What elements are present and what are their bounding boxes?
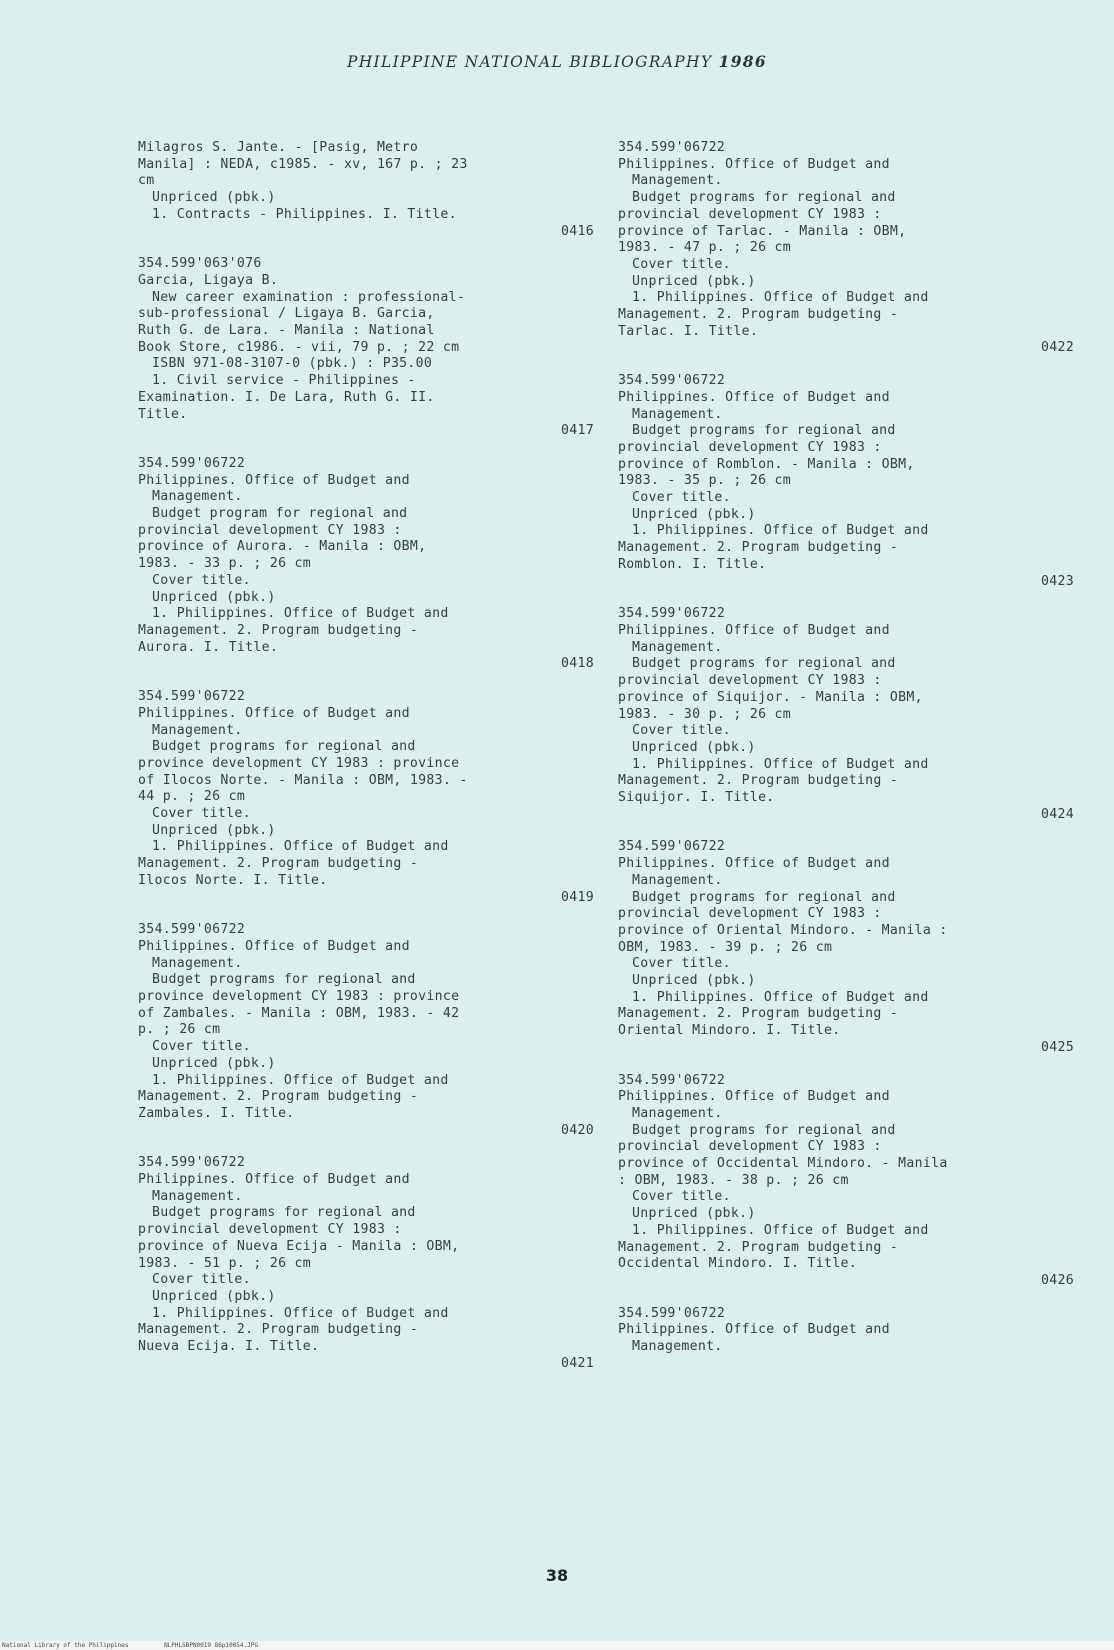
entry-line: Management. [632, 406, 723, 422]
entry-line: 354.599'06722 [138, 455, 246, 471]
page-number: 38 [545, 1566, 569, 1585]
entry-line: Unpriced (pbk.) [632, 739, 756, 755]
entry-line: provincial development CY 1983 : [618, 206, 882, 222]
entry-line: Budget programs for regional and [152, 1205, 416, 1221]
entry-number: 0417 [561, 423, 594, 439]
entry-line: Cover title. [632, 490, 731, 506]
entry-line: Ruth G. de Lara. - Manila : National [138, 323, 435, 339]
entry-line: 1. Contracts - Philippines. I. Title. [152, 206, 457, 222]
entry-line: Management. [152, 722, 243, 738]
catalog-entry [138, 140, 598, 240]
entry-line: Budget programs for regional and [632, 656, 896, 672]
entry-line: Unpriced (pbk.) [152, 589, 276, 605]
entry-line: 354.599'06722 [138, 689, 246, 705]
entry-line: 1. Philippines. Office of Budget and [152, 1072, 449, 1088]
entry-line: of Zambales. - Manila : OBM, 1983. - 42 [138, 1005, 460, 1021]
entry-line: Philippines. Office of Budget and [618, 856, 890, 872]
entry-line: 354.599'063'076 [138, 256, 262, 272]
left-column [138, 140, 598, 1389]
entry-line: Unpriced (pbk.) [152, 1289, 276, 1304]
entry-number: 0425 [1041, 1039, 1074, 1055]
entry-line: Cover title. [632, 1189, 731, 1205]
entry-line: 1. Philippines. Office of Budget and [632, 989, 929, 1005]
entry-line: Unpriced (pbk.) [152, 822, 276, 838]
right-column [618, 140, 1078, 1372]
entry-line: : OBM, 1983. - 38 p. ; 26 cm [618, 1172, 849, 1188]
footer-file: NLPHLSBPN0019 86p10054.JPG [164, 1642, 258, 1649]
entry-line: province of Occidental Mindoro. - Manila [618, 1156, 948, 1172]
entry-line: 1983. - 33 p. ; 26 cm [138, 556, 312, 572]
entry-line: provincial development CY 1983 : [618, 906, 882, 922]
catalog-entry [138, 689, 598, 906]
entry-line: Management. 2. Program budgeting - [618, 1239, 899, 1255]
entry-number: 0416 [561, 223, 594, 239]
entry-line: 1. Philippines. Office of Budget and [152, 606, 449, 622]
entry-line: p. ; 26 cm [138, 1022, 221, 1038]
entry-line: Management. 2. Program budgeting - [618, 773, 899, 789]
entry-line: 1. Philippines. Office of Budget and [632, 290, 929, 306]
entry-number: 0420 [561, 1122, 594, 1138]
entry-line: Cover title. [152, 572, 251, 588]
entry-line: Management. 2. Program budgeting - [138, 622, 419, 638]
entry-line: provincial development CY 1983 : [618, 1139, 882, 1155]
entry-line: province of Oriental Mindoro. - Manila : [618, 922, 948, 938]
entry-line: 354.599'06722 [618, 606, 726, 622]
entry-line: Philippines. Office of Budget and [618, 389, 890, 405]
entry-line: Cover title. [152, 806, 251, 822]
entry-line: Management. [632, 1339, 723, 1355]
entry-line: 354.599'06722 [138, 1155, 246, 1171]
entry-line: province of Aurora. - Manila : OBM, [138, 539, 427, 555]
entry-line: Budget programs for regional and [632, 423, 896, 439]
entry-line: Unpriced (pbk.) [632, 506, 756, 522]
header-year: 1986 [718, 52, 767, 71]
catalog-entry [138, 922, 598, 1139]
entry-number: 0426 [1041, 1273, 1074, 1288]
entry-line: Budget programs for regional and [632, 190, 896, 206]
entry-line: Philippines. Office of Budget and [138, 938, 410, 954]
entry-line: Management. [152, 1188, 243, 1204]
entry-number: 0423 [1041, 573, 1074, 589]
catalog-entry [138, 1155, 598, 1372]
entry-line: province development CY 1983 : province [138, 755, 460, 771]
entry-line: New career examination : professional- [152, 289, 466, 305]
entry-line: 354.599'06722 [618, 1305, 726, 1321]
entry-line: Unpriced (pbk.) [632, 1206, 756, 1222]
catalog-entry [618, 839, 1078, 1056]
entry-line: 354.599'06722 [138, 922, 246, 938]
entry-line: cm [138, 173, 155, 189]
entry-line: Management. [152, 955, 243, 971]
entry-line: province of Tarlac. - Manila : OBM, [618, 223, 907, 239]
entry-line: 44 p. ; 26 cm [138, 789, 246, 805]
entry-line: Cover title. [152, 1039, 251, 1055]
catalog-entry [618, 140, 1078, 357]
entry-line: Budget program for regional and [152, 506, 408, 522]
entry-line: Management. 2. Program budgeting - [618, 307, 899, 323]
entry-line: Philippines. Office of Budget and [138, 1172, 410, 1188]
scan-footer [0, 1641, 1114, 1650]
entry-line: Occidental Mindoro. I. Title. [618, 1256, 857, 1272]
entry-line: 1983. - 51 p. ; 26 cm [138, 1255, 312, 1271]
entry-line: province of Romblon. - Manila : OBM, [618, 456, 915, 472]
entry-line: Nueva Ecija. I. Title. [138, 1339, 320, 1355]
catalog-entry [618, 373, 1078, 590]
entry-line: 1. Philippines. Office of Budget and [152, 1305, 449, 1321]
entry-line: Cover title. [632, 256, 731, 272]
entry-line: province of Nueva Ecija - Manila : OBM, [138, 1238, 460, 1254]
entry-line: OBM, 1983. - 39 p. ; 26 cm [618, 939, 833, 955]
entry-line: Management. 2. Program budgeting - [138, 1322, 419, 1338]
entry-number: 0422 [1041, 340, 1074, 356]
entry-number: 0419 [561, 889, 594, 905]
entry-line: Management. 2. Program budgeting - [138, 856, 419, 872]
entry-line: Zambales. I. Title. [138, 1105, 295, 1121]
entry-line: Siquijor. I. Title. [618, 790, 775, 806]
entry-line: 354.599'06722 [618, 839, 726, 855]
entry-line: sub-professional / Ligaya B. Garcia, [138, 306, 435, 322]
entry-line: 354.599'06722 [618, 140, 726, 155]
catalog-entry [618, 1073, 1078, 1290]
entry-line: Cover title. [152, 1272, 251, 1288]
entry-line: Oriental Mindoro. I. Title. [618, 1023, 841, 1039]
entry-line: Philippines. Office of Budget and [618, 1322, 890, 1338]
catalog-entry [138, 256, 598, 440]
entry-line: province of Siquijor. - Manila : OBM, [618, 689, 923, 705]
entry-line: 1983. - 35 p. ; 26 cm [618, 473, 792, 489]
entry-line: Examination. I. De Lara, Ruth G. II. [138, 389, 435, 405]
entry-line: Tarlac. I. Title. [618, 323, 759, 339]
entry-line: Management. [632, 639, 723, 655]
entry-line: province development CY 1983 : province [138, 989, 460, 1005]
entry-number: 0421 [561, 1355, 594, 1371]
entry-line: Title. [138, 406, 188, 422]
entry-line: 354.599'06722 [618, 373, 726, 389]
entry-line: Romblon. I. Title. [618, 556, 767, 572]
entry-line: Budget programs for regional and [152, 739, 416, 755]
entry-line: Philippines. Office of Budget and [138, 705, 410, 721]
entry-line: 1. Philippines. Office of Budget and [632, 523, 929, 539]
entry-number: 0418 [561, 656, 594, 672]
catalog-entry [618, 1306, 1078, 1356]
entry-line: provincial development CY 1983 : [138, 1222, 402, 1238]
entry-line: Unpriced (pbk.) [152, 1055, 276, 1071]
entry-number: 0424 [1041, 806, 1074, 822]
entry-line: Philippines. Office of Budget and [618, 156, 890, 172]
entry-line: 1. Civil service - Philippines - [152, 373, 416, 389]
entry-line: Ilocos Norte. I. Title. [138, 872, 328, 888]
entry-line: 1983. - 30 p. ; 26 cm [618, 706, 792, 722]
entry-line: Philippines. Office of Budget and [618, 622, 890, 638]
entry-line: 1. Philippines. Office of Budget and [632, 1222, 929, 1238]
entry-line: 1. Philippines. Office of Budget and [152, 839, 449, 855]
entry-line: Unpriced (pbk.) [152, 190, 276, 206]
entry-line: provincial development CY 1983 : [618, 673, 882, 689]
entry-line: Budget programs for regional and [152, 972, 416, 988]
entry-line: 1983. - 47 p. ; 26 cm [618, 240, 792, 256]
entry-line: Budget programs for regional and [632, 889, 896, 905]
entry-line: Management. 2. Program budgeting - [618, 1006, 899, 1022]
entry-line: Cover title. [632, 723, 731, 739]
entry-line: Management. [632, 1105, 723, 1121]
footer-library: National Library of the Philippines [2, 1642, 129, 1649]
entry-line: provincial development CY 1983 : [618, 439, 882, 455]
entry-line: Unpriced (pbk.) [632, 273, 756, 289]
entry-line: Aurora. I. Title. [138, 639, 279, 655]
catalog-entry [618, 606, 1078, 823]
running-header [0, 52, 1114, 71]
entry-line: Milagros S. Jante. - [Pasig, Metro [138, 140, 419, 155]
entry-line: Management. [632, 872, 723, 888]
entry-line: Philippines. Office of Budget and [138, 472, 410, 488]
entry-line: Book Store, c1986. - vii, 79 p. ; 22 cm [138, 339, 460, 355]
entry-line: Unpriced (pbk.) [632, 973, 756, 989]
entry-line: ISBN 971-08-3107-0 (pbk.) : P35.00 [152, 356, 433, 372]
header-title: PHILIPPINE NATIONAL BIBLIOGRAPHY [347, 53, 713, 71]
entry-line: Philippines. Office of Budget and [618, 1089, 890, 1105]
entry-line: of Ilocos Norte. - Manila : OBM, 1983. - [138, 772, 468, 788]
entry-line: 1. Philippines. Office of Budget and [632, 756, 929, 772]
entry-line: Management. [152, 489, 243, 505]
entry-line: provincial development CY 1983 : [138, 522, 402, 538]
entry-line: Manila] : NEDA, c1985. - xv, 167 p. ; 23 [138, 156, 468, 172]
entry-line: Garcia, Ligaya B. [138, 272, 279, 288]
entry-line: Management. [632, 173, 723, 189]
entry-line: Management. 2. Program budgeting - [618, 540, 899, 556]
entry-line: 354.599'06722 [618, 1072, 726, 1088]
catalog-entry [138, 456, 598, 673]
entry-line: Management. 2. Program budgeting - [138, 1089, 419, 1105]
entry-line: Cover title. [632, 956, 731, 972]
entry-line: Budget programs for regional and [632, 1122, 896, 1138]
